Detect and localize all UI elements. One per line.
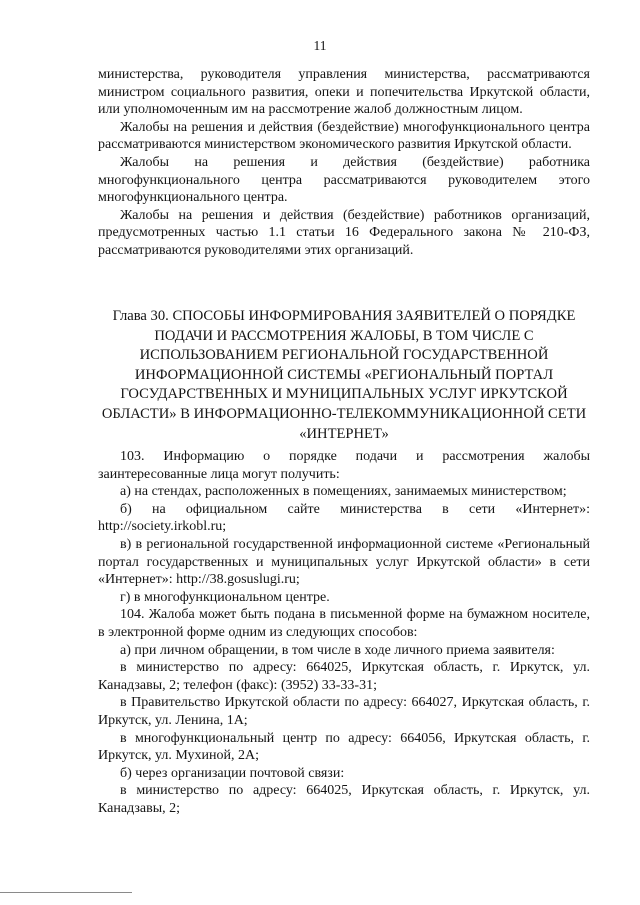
chapter-heading: Глава 30. СПОСОБЫ ИНФОРМИРОВАНИЯ ЗАЯВИТЕЛЕЙ О ПОРЯДКЕ ПОДАЧИ И РАССМОТРЕНИЯ ЖАЛОБЫ, В ТОМ ЧИСЛЕ С ИСПОЛЬЗОВАНИЕМ РЕГИОНАЛЬНОЙ ГОСУДАРСТВЕННОЙ ИНФОРМАЦИОННОЙ СИСТЕМЫ «РЕГИОНАЛЬНЫЙ ПОРТАЛ ГОСУДАРСТВЕННЫХ И МУНИЦИПАЛЬНЫХ УСЛУГ ИРКУТСКОЙ ОБЛАСТИ» В ИНФОРМАЦИОННО-ТЕЛЕКОММУНИКАЦИОННОЙ СЕТИ «ИНТЕРНЕТ» [101, 308, 587, 442]
list-item-104-b: б) через организации почтовой связи: [120, 765, 345, 781]
paragraph-complaint-organizations: Жалобы на решения и действия (бездействие) работников организаций, предусмотренных частью 1.1 статьи 16 Федерального закона № 210-ФЗ, рассматриваются руководителями этих организаций. [98, 207, 590, 258]
paragraph-complaint-mfc: Жалобы на решения и действия (бездействие) многофункционального центра рассматриваются министерством экономического развития Иркутской области. [98, 119, 590, 153]
top-paragraphs [98, 66, 590, 260]
paragraph-complaint-mfc-worker: Жалобы на решения и действия (бездействие) работника многофункционального центра рассматриваются руководителем этого многофункционального центра. [98, 154, 590, 206]
address-mfc: в многофункциональный центр по адресу: 664056, Иркутская область, г. Иркутск, ул. Мухиной, 2А; [98, 730, 590, 764]
address-government: в Правительство Иркутской области по адресу: 664027, Иркутская область, г. Иркутск, ул. Ленина, 1А; [98, 695, 590, 728]
list-item-103-g: г) в многофункциональном центре. [120, 589, 330, 605]
paragraph-104: 104. Жалоба может быть подана в письменной форме на бумажном носителе, в электронной форме одним из следующих способов: [98, 607, 590, 640]
list-item-103-v: в) в региональной государственной информационной системе «Региональный портал государственных и муниципальных услуг Иркутской области» в сети «Интернет»: http://38.gosuslugi.ru; [98, 536, 590, 588]
body-paragraphs [98, 448, 590, 817]
paragraph-complaint-ministry-continued: министерства, руководителя управления министерства, рассматриваются министром социального развития, опеки и попечительства Иркутской области, или уполномоченным им на рассмотрение жалоб должностным лицом. [98, 67, 590, 118]
list-item-103-b: б) на официальном сайте министерства в сети «Интернет»: http://society.irkobl.ru; [98, 501, 590, 535]
footer-rule [0, 892, 132, 893]
list-item-103-a: а) на стендах, расположенных в помещениях, занимаемых министерством; [120, 484, 567, 500]
page-number: 11 [313, 38, 327, 53]
address-ministry: в министерство по адресу: 664025, Иркутская область, г. Иркутск, ул. Канадзавы, 2; телефон (факс): (3952) 33-33-31; [98, 660, 590, 693]
paragraph-103: 103. Информацию о порядке подачи и рассмотрения жалобы заинтересованные лица могут получить: [98, 449, 590, 482]
list-item-104-a: а) при личном обращении, в том числе в ходе личного приема заявителя: [120, 642, 555, 658]
address-ministry-postal: в министерство по адресу: 664025, Иркутская область, г. Иркутск, ул. Канадзавы, 2; [98, 783, 590, 816]
